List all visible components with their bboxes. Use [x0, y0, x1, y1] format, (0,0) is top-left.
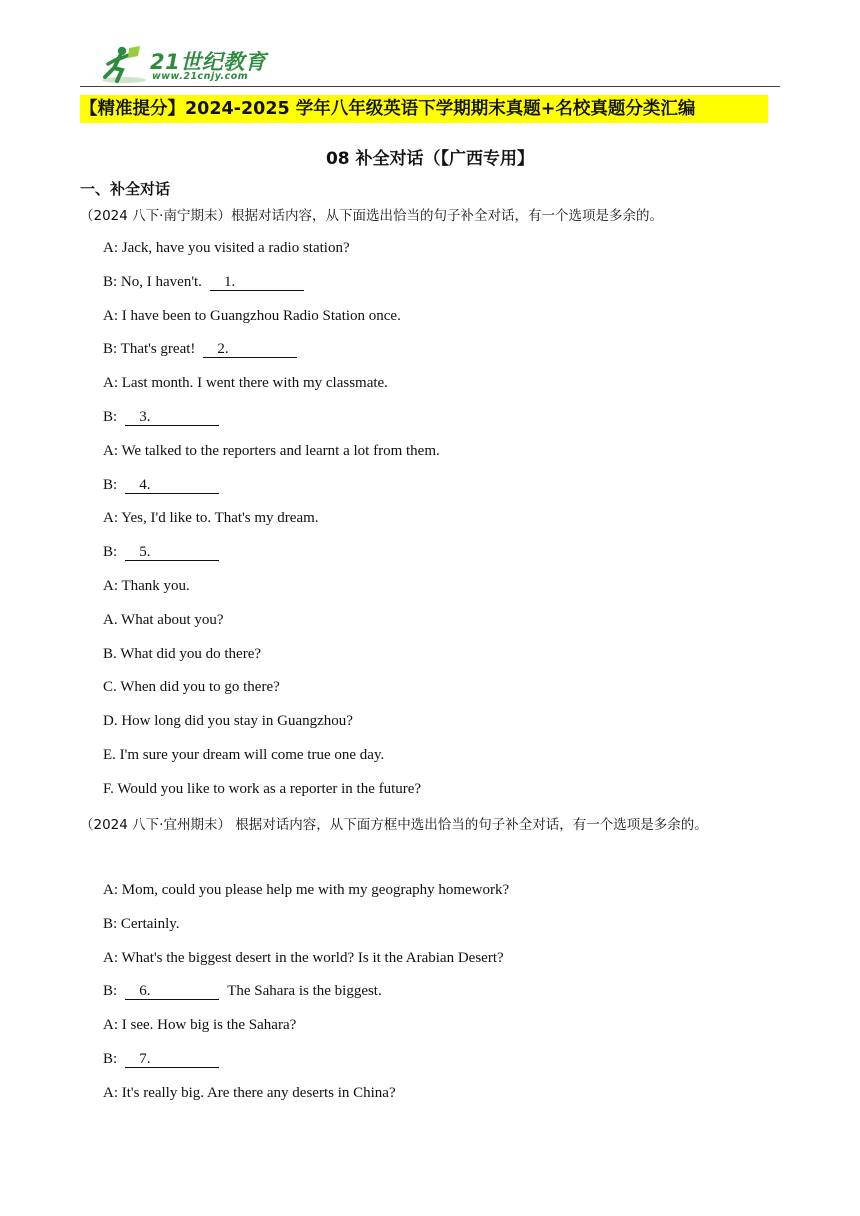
answer-blank[interactable]: 3.	[125, 410, 219, 426]
header-rule	[80, 86, 780, 87]
answer-blank[interactable]: 2.	[203, 342, 297, 358]
logo-url: www.21cnjy.com	[152, 71, 249, 82]
line-text-after: The Sahara is the biggest.	[227, 983, 382, 1000]
line-text: A: It's really big. Are there any deserts in China?	[103, 1084, 396, 1101]
line-text: B:	[103, 983, 118, 1000]
dialogue-line	[103, 781, 421, 798]
dialogue-line	[103, 409, 219, 426]
dialogue-line	[103, 983, 382, 1000]
dialogue-line	[103, 274, 304, 291]
runner-logo-icon	[100, 44, 150, 86]
line-text: A: I see. How big is the Sahara?	[103, 1017, 297, 1034]
line-text: A: Jack, have you visited a radio station?	[103, 240, 350, 256]
section-heading: 一、补全对话	[80, 180, 171, 198]
line-text: A: Last month. I went there with my classmate.	[103, 375, 388, 392]
line-text: D. How long did you stay in Guangzhou?	[103, 713, 353, 730]
line-text: A: I have been to Guangzhou Radio Station once.	[103, 307, 401, 324]
dialogue-line	[103, 240, 350, 257]
document-subtitle: 08 补全对话（【广西专用】	[325, 149, 535, 169]
dialogue-line	[103, 544, 219, 561]
logo-text: 21世纪教育	[150, 50, 267, 74]
question-intro: （2024 八下·南宁期末）根据对话内容，从下面选出恰当的句子补全对话，有一个选项是多余的。	[80, 208, 663, 224]
question-intro: （2024 八下·宜州期末） 根据对话内容，从下面方框中选出恰当的句子补全对话，有一个选项是多余的。	[80, 817, 708, 833]
line-text: B:	[103, 1051, 118, 1067]
dialogue-line	[103, 646, 261, 663]
dialogue-line	[103, 375, 388, 392]
line-text: A: Mom, could you please help me with my geography homework?	[103, 882, 510, 898]
answer-blank[interactable]: 4.	[125, 478, 219, 494]
dialogue-line	[103, 679, 280, 696]
dialogue-line	[103, 882, 509, 899]
line-text: A: We talked to the reporters and learnt a lot from them.	[103, 442, 440, 459]
line-text: A: Yes, I'd like to. That's my dream.	[103, 510, 319, 527]
dialogue-line	[103, 1085, 396, 1102]
dialogue-line	[103, 916, 180, 933]
dialogue-line	[103, 1017, 296, 1034]
line-text: B. What did you do there?	[103, 645, 262, 662]
line-text: F. Would you like to work as a reporter in the future?	[103, 780, 422, 797]
dialogue-line	[103, 341, 297, 358]
dialogue-line	[103, 578, 190, 595]
dialogue-line	[103, 308, 401, 325]
line-text: E. I'm sure your dream will come true one day.	[103, 747, 385, 763]
dialogue-line	[103, 747, 384, 764]
dialogue-line	[103, 510, 319, 527]
answer-blank[interactable]: 1.	[210, 275, 304, 291]
document-title: 【精准提分】2024-2025 学年八年级英语下学期期末真题+名校真题分类汇编	[80, 95, 768, 123]
dialogue-line	[103, 1051, 219, 1068]
line-text: B: No, I haven't.	[103, 273, 202, 290]
line-text: A. What about you?	[103, 611, 224, 628]
line-text: B: Certainly.	[103, 915, 180, 932]
dialogue-line	[103, 612, 224, 629]
line-text: A: Thank you.	[103, 578, 190, 594]
dialogue-line	[103, 477, 219, 494]
dialogue-line	[103, 713, 353, 730]
dialogue-line	[103, 443, 440, 460]
line-text: B:	[103, 476, 118, 493]
line-text: C. When did you to go there?	[103, 679, 280, 696]
answer-blank[interactable]: 7.	[125, 1052, 219, 1068]
line-text: A: What's the biggest desert in the world? Is it the Arabian Desert?	[103, 949, 504, 966]
line-text: B:	[103, 409, 118, 425]
dialogue-line	[103, 950, 504, 967]
answer-blank[interactable]: 5.	[125, 545, 219, 561]
answer-blank[interactable]: 6.	[125, 984, 219, 1000]
line-text: B: That's great!	[103, 341, 196, 358]
site-logo	[100, 44, 270, 86]
line-text: B:	[103, 544, 118, 561]
